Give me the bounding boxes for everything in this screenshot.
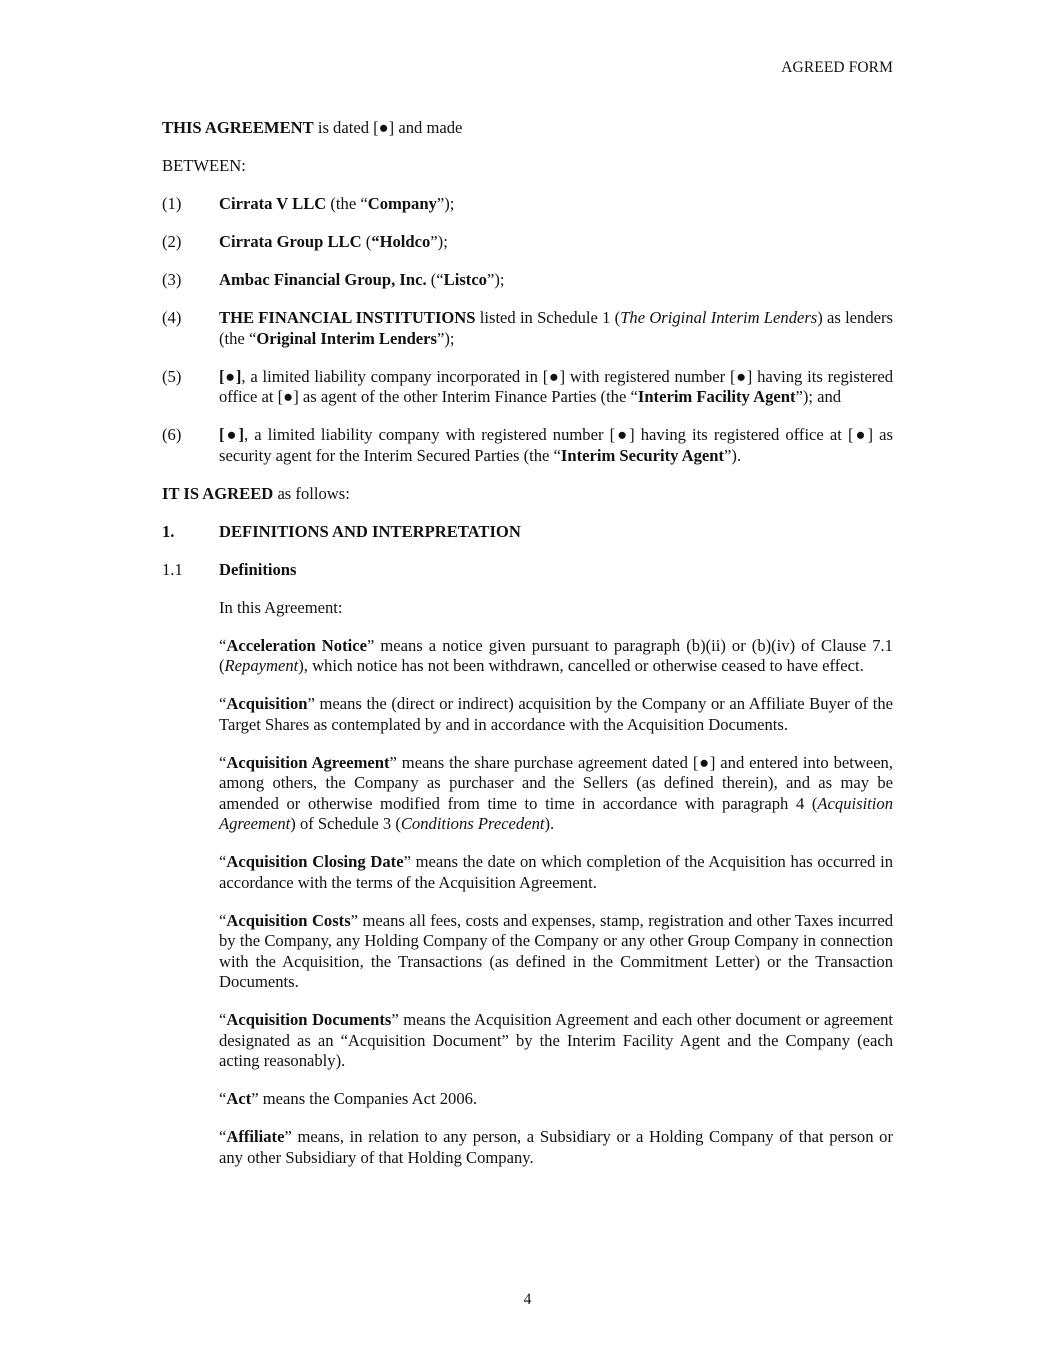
definition-acquisition-closing-date: “Acquisition Closing Date” means the date on which completion of the Acquisition has occurred in accordance with the terms of the Acquisition Agreement. — [219, 852, 893, 892]
subsection-heading: 1.1 Definitions — [162, 559, 297, 579]
party-2: (2) Cirrata Group LLC (“Holdco”); — [162, 232, 448, 251]
in-this-agreement: In this Agreement: — [219, 597, 343, 617]
definition-acquisition: “Acquisition” means the (direct or indirect) acquisition by the Company or an Affiliate Buyer of the Target Shares as contemplated by and in accordance with the Acquisition Documents. — [219, 694, 893, 734]
party-4: (4) THE FINANCIAL INSTITUTIONS listed in Schedule 1 (The Original Interim Lenders) as lenders (the “Original Interim Lenders”); — [162, 308, 893, 348]
between-label: BETWEEN: — [162, 156, 246, 175]
definition-acceleration-notice: “Acceleration Notice” means a notice given pursuant to paragraph (b)(ii) or (b)(iv) of Clause 7.1 (Repayment), which notice has not been withdrawn, cancelled or otherwise ceased to have effect. — [219, 635, 893, 675]
party-6: (6) [●], a limited liability company with registered number [●] having its registered office at [●] as security agent for the Interim Secured Parties (the “Interim Security Agent”). — [162, 425, 893, 465]
party-3: (3) Ambac Financial Group, Inc. (“Listco”); — [162, 270, 505, 289]
definition-acquisition-agreement: “Acquisition Agreement” means the share purchase agreement dated [●] and entered into between, among others, the Company as purchaser and the Sellers (as defined therein), and as may be amended or otherwise modified from time to time in accordance with paragraph 4 (Acquisition Agreement) of Schedule 3 (Conditions Precedent). — [219, 752, 894, 833]
page-header: AGREED FORM — [781, 59, 893, 76]
definition-act: “Act” means the Companies Act 2006. — [219, 1089, 478, 1108]
definition-acquisition-documents: “Acquisition Documents” means the Acquisition Agreement and each other document or agreement designated as an “Acquisition Document” by the Interim Facility Agent and the Company (each acting reasonably). — [219, 1010, 893, 1070]
party-5: (5) [●], a limited liability company incorporated in [●] with registered number [●] having its registered office at [●] as agent of the other Interim Finance Parties (the “Interim Facility Agent”); and — [162, 366, 893, 406]
definition-affiliate: “Affiliate” means, in relation to any person, a Subsidiary or a Holding Company of that person or any other Subsidiary of that Holding Company. — [219, 1127, 893, 1167]
page-number: 4 — [523, 1291, 532, 1308]
document-body — [162, 118, 893, 1186]
intro-paragraph: THIS AGREEMENT is dated [●] and made — [162, 118, 463, 137]
agreed-paragraph: IT IS AGREED as follows: — [162, 483, 350, 503]
section-heading: 1. DEFINITIONS AND INTERPRETATION — [162, 521, 521, 541]
definition-acquisition-costs: “Acquisition Costs” means all fees, costs and expenses, stamp, registration and other Taxes incurred by the Company, any Holding Company of the Company or any other Group Company in connection with the Acquisition, the Transactions (as defined in the Commitment Letter) or the Transaction Documents. — [219, 910, 893, 991]
party-1: (1) Cirrata V LLC (the “Company”); — [162, 194, 455, 213]
